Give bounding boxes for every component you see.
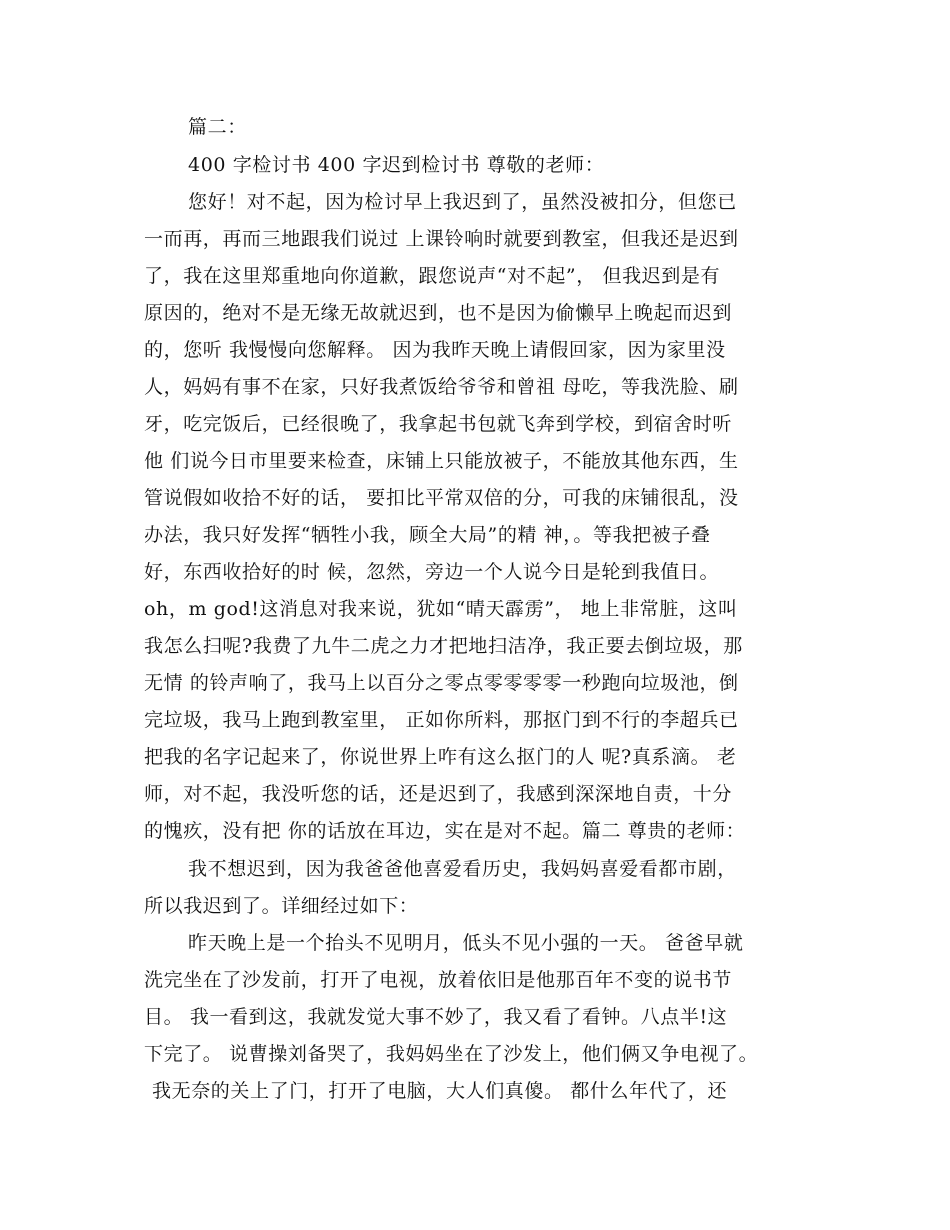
- text-line: 的愧疚，没有把 你的话放在耳边，实在是对不起。篇二 尊贵的老师：: [144, 820, 746, 842]
- text-line: 好，东西收拾好的时 候，忽然，旁边一个人说今日是轮到我值日。: [144, 561, 720, 583]
- text-line: 管说假如收拾不好的话， 要扣比平常双倍的分，可我的床铺很乱，没: [144, 487, 739, 509]
- text-line: 人，妈妈有事不在家，只好我煮饭给爷爷和曾祖 母吃，等我洗脸、刷: [144, 376, 739, 398]
- text-line: 把我的名字记起来了，你说世界上咋有这么抠门的人 呢?真系滴。 老: [144, 746, 737, 768]
- text-line: 400 字检讨书 400 字迟到检讨书 尊敬的老师：: [188, 154, 605, 176]
- text-line: 一而再，再而三地跟我们说过 上课铃响时就要到教室，但我还是迟到: [144, 228, 739, 250]
- text-line: 您好！对不起，因为检讨早上我迟到了，虽然没被扣分，但您已: [188, 191, 737, 213]
- section-heading: 篇二：: [188, 116, 247, 138]
- text-line: 他 们说今日市里要来检查，床铺上只能放被子，不能放其他东西，生: [144, 450, 739, 472]
- text-line: oh，m god!这消息对我来说，犹如“晴天霹雳”， 地上非常脏，这叫: [144, 598, 738, 620]
- text-line: 的，您听 我慢慢向您解释。 因为我昨天晚上请假回家，因为家里没: [144, 339, 726, 361]
- text-line: 目。 我一看到这，我就发觉大事不妙了，我又看了看钟。八点半!这: [144, 1006, 728, 1028]
- text-line: 办法，我只好发挥“牺牲小我，顾全大局”的精 神，。等我把被子叠: [144, 524, 711, 546]
- text-line: 完垃圾，我马上跑到教室里， 正如你所料，那抠门到不行的李超兵已: [144, 709, 739, 731]
- text-line: 下完了。 说曹操刘备哭了，我妈妈坐在了沙发上，他们俩又争电视了。: [144, 1043, 759, 1065]
- text-line: 原因的，绝对不是无缘无故就迟到，也不是因为偷懒早上晚起而迟到: [144, 302, 733, 324]
- text-line: 师，对不起，我没听您的话，还是迟到了，我感到深深地自责，十分: [144, 783, 733, 805]
- text-line: 洗完坐在了沙发前，打开了电视，放着依旧是他那百年不变的说书节: [144, 969, 733, 991]
- text-line: 我不想迟到，因为我爸爸他喜爱看历史，我妈妈喜爱看都市剧，: [188, 858, 737, 880]
- text-line: 昨天晚上是一个抬头不见明月，低头不见小强的一天。 爸爸早就: [188, 932, 744, 954]
- text-line: 牙，吃完饭后，已经很晚了，我拿起书包就飞奔到学校，到宿舍时听: [144, 413, 733, 435]
- text-line: 了，我在这里郑重地向你道歉，跟您说声“对不起”， 但我迟到是有: [144, 265, 721, 287]
- text-line: 所以我迟到了。详细经过如下：: [144, 895, 419, 917]
- text-line: 无情 的铃声响了，我马上以百分之零点零零零零一秒跑向垃圾池，倒: [144, 672, 739, 694]
- text-line: 我怎么扫呢?我费了九牛二虎之力才把地扫洁净，我正要去倒垃圾，那: [144, 635, 743, 657]
- text-line: 我无奈的关上了门，打开了电脑，大人们真傻。 都什么年代了，还: [152, 1080, 728, 1102]
